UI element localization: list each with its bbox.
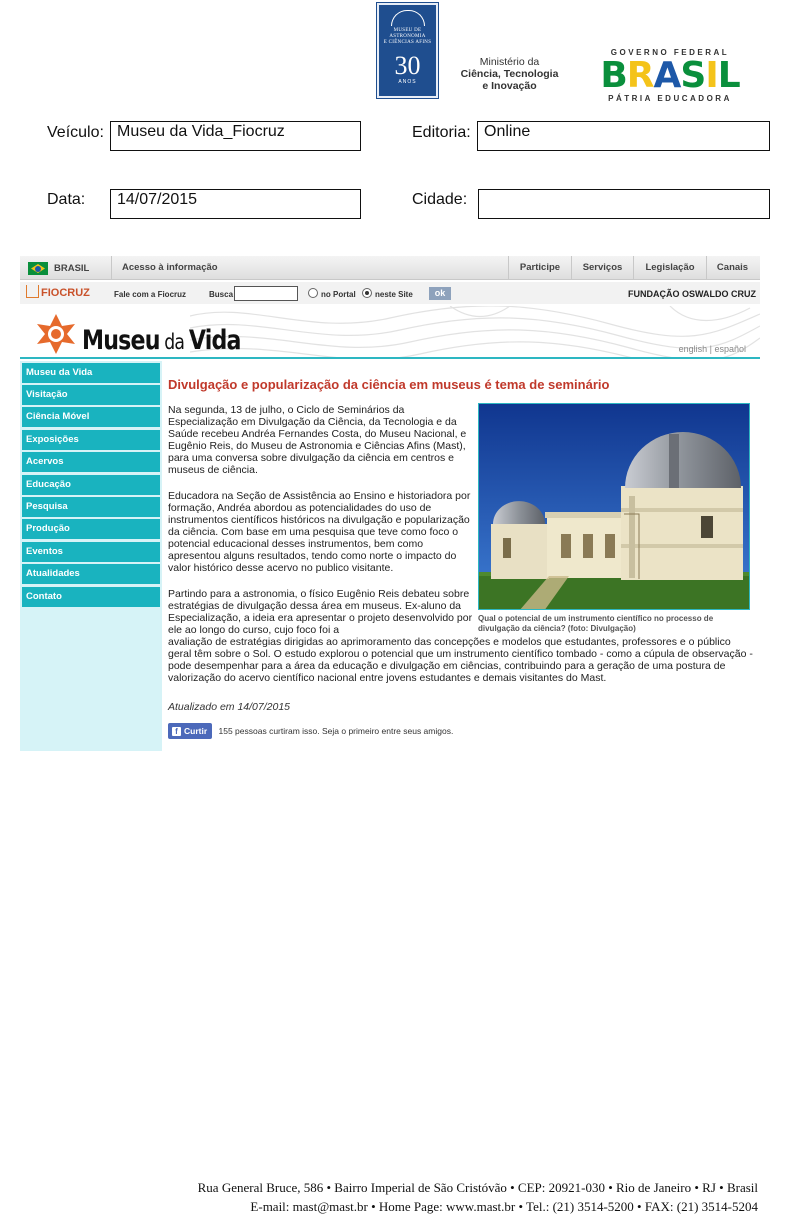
topographic-contours-decoration <box>190 306 760 359</box>
facebook-like-button[interactable] <box>168 723 212 739</box>
gov-bar-link-legislacao[interactable]: Legislação <box>633 256 706 279</box>
language-switch <box>679 344 746 354</box>
article-title: Divulgação e popularização da ciência em museus é tema de seminário <box>168 377 610 392</box>
mast-logo-line3: E CIÊNCIAS AFINS <box>383 40 432 45</box>
mast-logo-line1: MUSEU DE <box>393 28 422 33</box>
article-paragraph-1: Na segunda, 13 de julho, o Ciclo de Seminários da Especialização em Divulgação da Ciência, da Tecnologia e da Saúde recebeu Andréa Fernandes Costa, do Museu Nacional, e Eugênio Reis, do Museu de Astronomia e Ciências Afins (Mast), para uma conversa sobre divulgação da ciência em centros e museus de ciência. <box>168 404 467 476</box>
brazil-flag-icon <box>28 262 48 275</box>
sidebar-item-museu-da-vida[interactable]: Museu da Vida <box>22 363 160 383</box>
mast-logo-suffix: ANOS <box>398 79 417 85</box>
article-photo-observatory[interactable] <box>478 403 750 610</box>
ministry-line1: Ministério da <box>479 56 540 68</box>
facebook-icon: f <box>172 727 181 736</box>
observatory-photo-image <box>479 404 750 610</box>
gov-bottom-text: PÁTRIA EDUCADORA <box>608 94 732 103</box>
fiocruz-bar <box>20 282 760 304</box>
lang-english-link[interactable]: english <box>678 344 708 354</box>
article-paragraph-3-cont: avaliação de estratégias dirigidas ao aprimoramento das concepções e modelos que estudantes, professores e o público geral têm sobre o Sol. O estudo explorou o potencial que um instrumento científico tombado - como a cúpula de observação - pode desempenhar para a área da educação e divulgação em ciências, contribuindo para a geração de uma postura de valorização do acervo científico nacional entre jovens estudantes e demais visitantes do Mast. <box>168 636 753 684</box>
facebook-like-bar <box>168 723 453 739</box>
museu-da-vida-flower-icon <box>32 312 80 356</box>
footer-address: Rua General Bruce, 586 • Bairro Imperial de São Cristóvão • CEP: 20921-030 • Rio de Janeiro • RJ • Brasil <box>197 1180 758 1195</box>
data-label: Data: <box>47 191 86 208</box>
facebook-like-count: 155 pessoas curtiram isso. Seja o primeiro entre seus amigos. <box>218 726 454 736</box>
fiocruz-logo[interactable] <box>26 285 90 299</box>
lang-espanol-link[interactable]: español <box>714 344 746 354</box>
editoria-field[interactable]: Online <box>477 121 770 151</box>
lang-separator: | <box>707 344 715 354</box>
sidebar-item-ciencia-movel[interactable]: Ciência Móvel <box>22 407 160 427</box>
governo-federal-logo <box>589 48 751 104</box>
ministry-line2: Ciência, Tecnologia <box>460 68 559 80</box>
gov-bar <box>20 256 760 280</box>
sidebar-item-atualidades[interactable]: Atualidades <box>22 564 160 584</box>
title-da: da <box>159 330 189 354</box>
sidebar-item-eventos[interactable]: Eventos <box>22 542 160 562</box>
mast-30-anos-logo <box>377 3 438 98</box>
cidade-field[interactable] <box>478 189 770 219</box>
ministry-logo <box>452 56 567 92</box>
radio-no-portal-label: no Portal <box>321 290 356 299</box>
editoria-label: Editoria: <box>412 124 471 141</box>
webpage-clipping <box>20 256 760 751</box>
radio-neste-site[interactable] <box>362 288 372 298</box>
facebook-like-label: Curtir <box>184 726 208 736</box>
sidebar-item-exposicoes[interactable]: Exposições <box>22 430 160 450</box>
sidebar-item-acervos[interactable]: Acervos <box>22 452 160 472</box>
sidebar-item-educacao[interactable]: Educação <box>22 475 160 495</box>
sidebar-item-producao[interactable]: Produção <box>22 519 160 539</box>
radio-neste-site-label: neste Site <box>375 290 413 299</box>
gov-bar-link-participe[interactable]: Participe <box>508 256 571 279</box>
data-field[interactable]: 14/07/2015 <box>110 189 361 219</box>
veiculo-label: Veículo: <box>47 124 104 141</box>
article-paragraph-2: Educadora na Seção de Assistência ao Ensino e historiadora por formação, Andréa abordou as potencialidades do uso de instrumentos científicos históricos na divulgação e popularização da ciência. Com base em uma pesquisa que teve como foco o potencial educacional desses instrumentos, bem como apresentou alguns resultados, tendo como norte o impacto do valor histórico desse acervo no publico visitante. <box>168 490 471 574</box>
observatory-dome-icon <box>391 10 425 26</box>
footer-contact: E-mail: mast@mast.br • Home Page: www.mast.br • Tel.: (21) 3514-5200 • FAX: (21) 3514-5204 <box>250 1199 758 1214</box>
ministry-line3: e Inovação <box>482 80 537 92</box>
gov-bar-link-canais[interactable]: Canais <box>706 256 758 279</box>
title-vida: Vida <box>188 325 241 356</box>
fiocruz-logo-text: FIOCRUZ <box>41 287 90 299</box>
sidebar-item-pesquisa[interactable]: Pesquisa <box>22 497 160 517</box>
mast-logo-number: 30 <box>394 51 421 80</box>
sidebar-menu <box>20 361 162 751</box>
updated-date: Atualizado em 14/07/2015 <box>168 701 291 713</box>
cidade-label: Cidade: <box>412 191 468 208</box>
gov-top-text: GOVERNO FEDERAL <box>610 48 730 57</box>
gov-bar-brasil[interactable]: BRASIL <box>54 263 90 274</box>
veiculo-field[interactable]: Museu da Vida_Fiocruz <box>110 121 361 151</box>
busca-label: Busca <box>209 290 234 299</box>
article <box>168 361 758 751</box>
gov-brasil-word: BRASIL <box>600 55 740 96</box>
sidebar-item-visitacao[interactable]: Visitação <box>22 385 160 405</box>
museu-da-vida-title[interactable] <box>82 325 241 356</box>
gov-bar-acesso[interactable]: Acesso à informação <box>111 256 218 279</box>
museu-da-vida-banner <box>20 306 760 359</box>
gov-bar-link-servicos[interactable]: Serviços <box>571 256 633 279</box>
fale-com-fiocruz-link[interactable]: Fale com a Fiocruz <box>114 290 187 299</box>
search-input[interactable] <box>234 286 298 301</box>
search-ok-button[interactable]: ok <box>429 287 451 300</box>
fiocruz-mark-icon <box>26 285 39 298</box>
mast-logo-line2: ASTRONOMIA <box>389 34 426 39</box>
photo-caption: Qual o potencial de um instrumento científico no processo de divulgação da ciência? (foto: Divulgação) <box>478 614 714 633</box>
article-paragraph-3: Partindo para a astronomia, o físico Eugênio Reis debateu sobre estratégias de divulgação dessa área em museus. Ex-aluno da Especialização, a ideia era apresentar o projeto desenvolvido por ele ao longo do curso, cujo foco foi a <box>168 588 473 636</box>
radio-no-portal[interactable] <box>308 288 318 298</box>
title-museu: Museu <box>82 325 160 356</box>
fundacao-oswaldo-cruz[interactable]: FUNDAÇÃO OSWALDO CRUZ <box>628 289 756 299</box>
sidebar-item-contato[interactable]: Contato <box>22 587 160 607</box>
